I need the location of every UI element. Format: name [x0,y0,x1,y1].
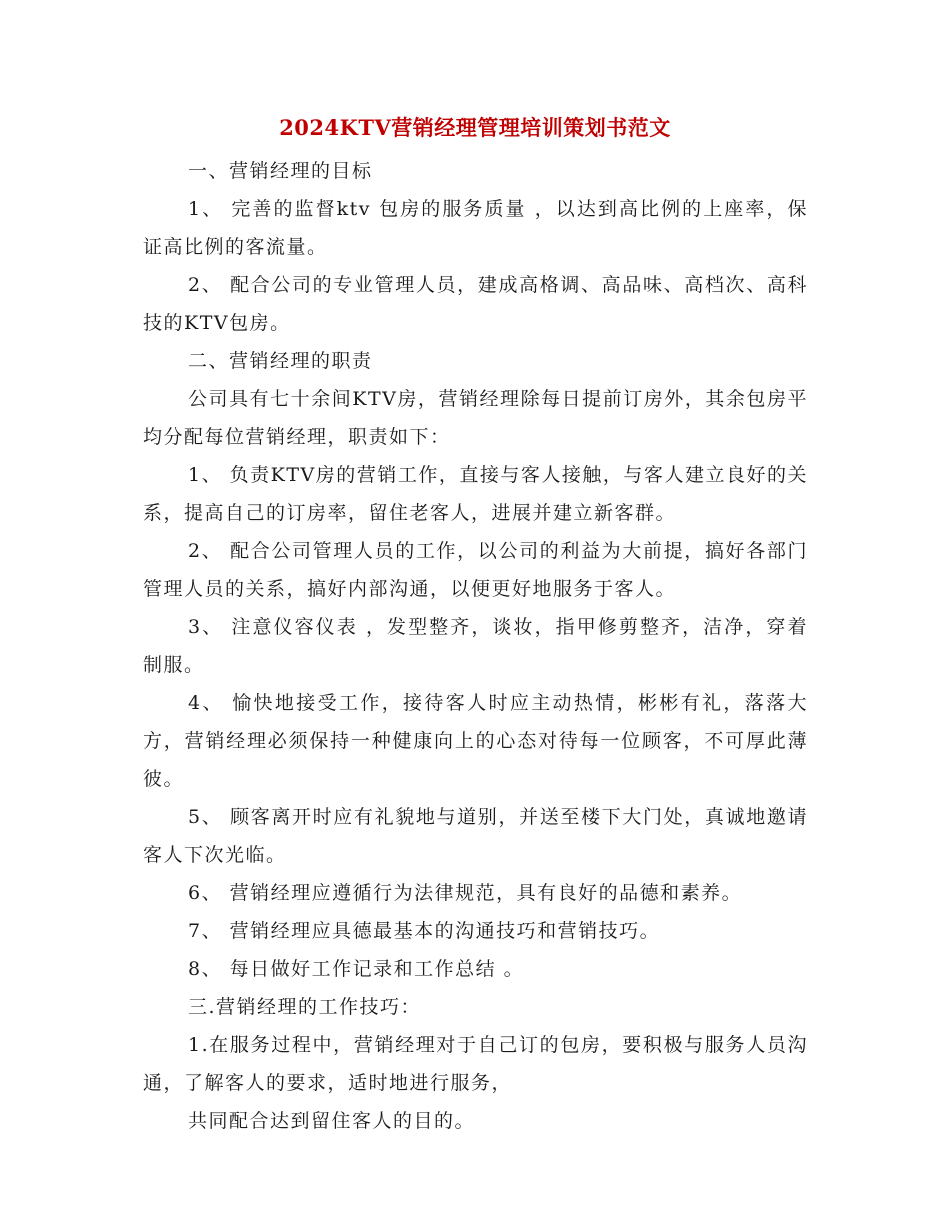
paragraph-goal-2: 2、 配合公司的专业管理人员，建成高格调、高品味、高档次、高科技的KTV包房。 [143,274,808,334]
paragraph-duties-intro: 公司具有七十余间KTV房，营销经理除每日提前订房外，其余包房平均分配每位营销经理，职责如下： [143,388,808,448]
paragraph-duty-7: 7、 营销经理应具德最基本的沟通技巧和营销技巧。 [188,920,661,942]
paragraph-duty-2: 2、 配合公司管理人员的工作，以公司的利益为大前提，搞好各部门管理人员的关系，搞好内部沟通，以便更好地服务于客人。 [143,540,808,600]
paragraph-duty-4: 4、 愉快地接受工作，接待客人时应主动热情，彬彬有礼，落落大方，营销经理必须保持一种健康向上的心态对待每一位顾客，不可厚此薄彼。 [143,692,808,790]
paragraph-skill-1-continued: 共同配合达到留住客人的目的。 [188,1110,476,1132]
document-body [143,152,808,1140]
paragraph-duty-6: 6、 营销经理应遵循行为法律规范，具有良好的品德和素养。 [188,882,743,904]
paragraph-goal-1: 1、 完善的监督ktv 包房的服务质量 ，以达到高比例的上座率，保证高比例的客流量。 [143,198,808,258]
paragraph-skill-1: 1.在服务过程中，营销经理对于自己订的包房，要积极与服务人员沟通，了解客人的要求，适时地进行服务， [143,1034,808,1094]
paragraph-duty-8: 8、 每日做好工作记录和工作总结 。 [188,958,525,980]
paragraph-duty-5: 5、 顾客离开时应有礼貌地与道别，并送至楼下大门处，真诚地邀请客人下次光临。 [143,806,808,866]
paragraph-duty-3: 3、 注意仪容仪表 ，发型整齐，谈妆，指甲修剪整齐，洁净，穿着制服。 [143,616,808,676]
section-heading-duties: 二、营销经理的职责 [188,350,373,372]
section-heading-skills: 三.营销经理的工作技巧： [188,996,422,1018]
document-title: 2024KTV营销经理管理培训策划书范文 [279,115,671,140]
paragraph-duty-1: 1、 负责KTV房的营销工作，直接与客人接触，与客人建立良好的关系，提高自己的订房率，留住老客人，进展并建立新客群。 [143,464,808,524]
section-heading-goals: 一、营销经理的目标 [188,160,373,182]
